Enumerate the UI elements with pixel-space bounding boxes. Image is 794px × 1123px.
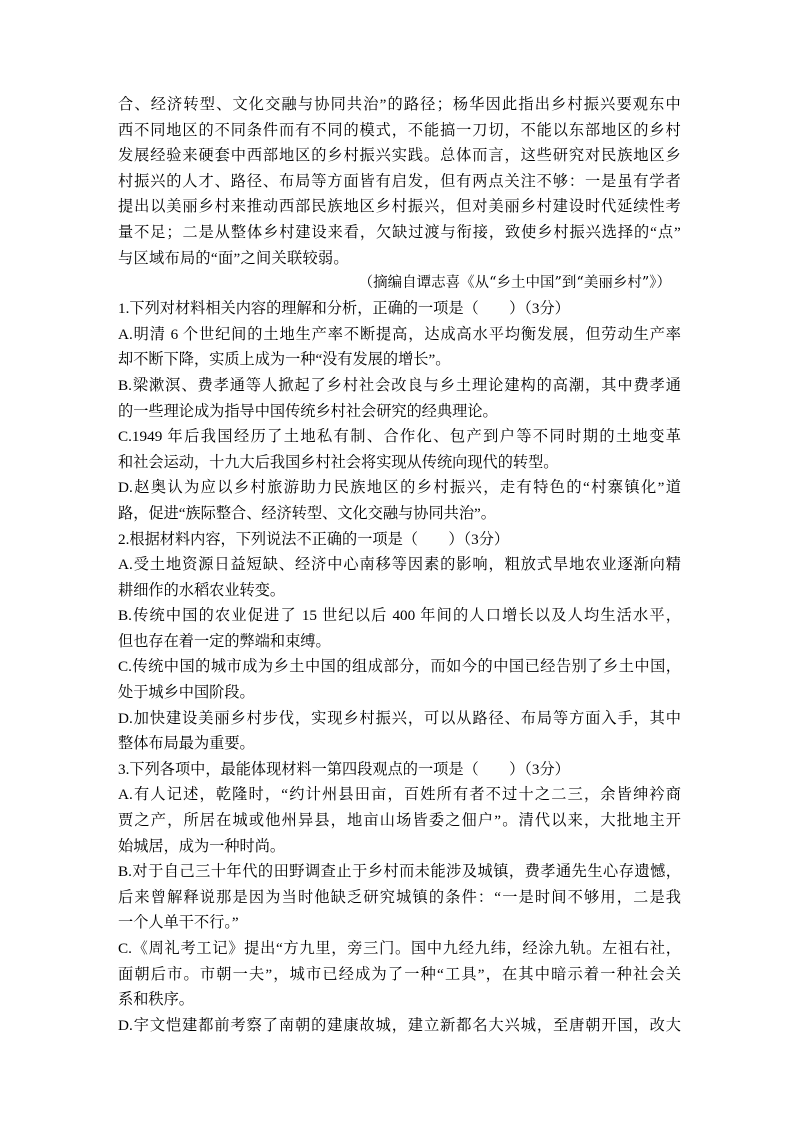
option-c: C.传统中国的城市成为乡土中国的组成部分，而如今的中国已经告别了乡土中国， (118, 658, 681, 676)
passage-line: 与区域布局的“面”之间关联较弱。 (118, 249, 349, 267)
option-c-cont: 面朝后市。市朝一夫”，城市已经成为了一种“工具”，在其中暗示着一种社会关 (118, 965, 681, 983)
option-c-cont: 系和秩序。 (118, 991, 194, 1009)
option-c-cont: 处于城乡中国阶段。 (118, 684, 255, 702)
option-d: D.赵奥认为应以乡村旅游助力民族地区的乡村振兴，走有特色的“村寨镇化”道 (118, 479, 681, 497)
option-d-cont: 整体布局最为重要。 (118, 735, 255, 753)
option-b-cont: 一个人单干不行。” (118, 914, 239, 932)
option-a: A.有人记述，乾隆时，“约计州县田亩，百姓所有者不过十之二三，余皆绅衿商 (118, 786, 681, 804)
option-b: B.对于自己三十年代的田野调查止于乡村而未能涉及城镇，费孝通先生心存遗憾， (118, 863, 681, 881)
question-title: 2.根据材料内容，下列说法不正确的一项是（ ）（3分） (118, 530, 510, 548)
passage-line: 提出以美丽乡村来推动西部民族地区乡村振兴，但对美丽乡村建设时代延续性考 (118, 198, 681, 216)
option-c-cont: 和社会运动，十九大后我国乡村社会将实现从传统向现代的转型。 (118, 453, 559, 471)
option-a: A.明清 6 个世纪间的土地生产率不断提高，达成高水平均衡发展，但劳动生产率 (118, 325, 681, 343)
option-b: B.传统中国的农业促进了 15 世纪以后 400 年间的人口增长以及人均生活水平， (118, 607, 681, 625)
option-b-cont: 后来曾解释说那是因为当时他缺乏研究城镇的条件：“一是时间不够用，二是我 (118, 888, 681, 906)
option-c: C.《周礼考工记》提出“方九里，旁三门。国中九经九纬，经涂九轨。左祖右社， (118, 940, 681, 957)
option-d: D.宇文恺建都前考察了南朝的建康故城，建立新都名大兴城，至唐朝开国，改大 (118, 1016, 681, 1034)
option-a: A.受土地资源日益短缺、经济中心南移等因素的影响，粗放式旱地农业逐渐向精 (118, 556, 681, 574)
passage-line: 西不同地区的不同条件而有不同的模式，不能搞一刀切，不能以东部地区的乡村 (118, 121, 681, 139)
document-page (118, 92, 681, 1038)
passage-line: 量不足；二是从整体乡村建设来看，欠缺过渡与衔接，致使乡村振兴选择的“点” (118, 223, 681, 241)
source-citation: （摘编自谭志喜《从“乡土中国”到“美丽乡村”》） (358, 275, 671, 292)
option-a-cont: 始城居，成为一种时尚。 (118, 837, 286, 855)
option-a-cont: 贾之产，所居在城或他州异县，地亩山场皆委之佃户”。清代以来，大批地主开 (118, 812, 681, 830)
option-c: C.1949 年后我国经历了土地私有制、合作化、包产到户等不同时期的土地变革 (118, 428, 681, 446)
question-title: 3.下列各项中，最能体现材料一第四段观点的一项是（ ）（3分） (118, 760, 570, 778)
question-2 (118, 527, 681, 757)
option-a-cont: 耕细作的水稻农业转变。 (118, 581, 286, 599)
option-b: B.梁漱溟、费孝通等人掀起了乡村社会改良与乡土理论建构的高潮，其中费孝通 (118, 376, 681, 394)
option-d: D.加快建设美丽乡村步伐，实现乡村振兴，可以从路径、布局等方面入手，其中 (118, 709, 681, 727)
question-3 (118, 757, 681, 1039)
passage-paragraph (118, 92, 681, 271)
passage-line: 发展经验来硬套中西部地区的乡村振兴实践。总体而言，这些研究对民族地区乡 (118, 147, 681, 165)
option-b-cont: 的一些理论成为指导中国传统乡村社会研究的经典理论。 (118, 402, 498, 420)
option-a-cont: 却不断下降，实质上成为一种“没有发展的增长”。 (118, 351, 451, 369)
option-b-cont: 但也存在着一定的弊端和束缚。 (118, 632, 331, 650)
question-title: 1.下列对材料相关内容的理解和分析，正确的一项是（ ）（3分） (118, 300, 570, 318)
question-1 (118, 296, 681, 526)
option-d-cont: 路，促进“族际整合、经济转型、文化交融与协同共治”。 (118, 504, 496, 522)
passage-line: 村振兴的人才、路径、布局等方面皆有启发，但有两点关注不够：一是虽有学者 (118, 172, 681, 190)
passage-line: 合、经济转型、文化交融与协同共治”的路径；杨华因此指出乡村振兴要观东中 (118, 96, 681, 113)
